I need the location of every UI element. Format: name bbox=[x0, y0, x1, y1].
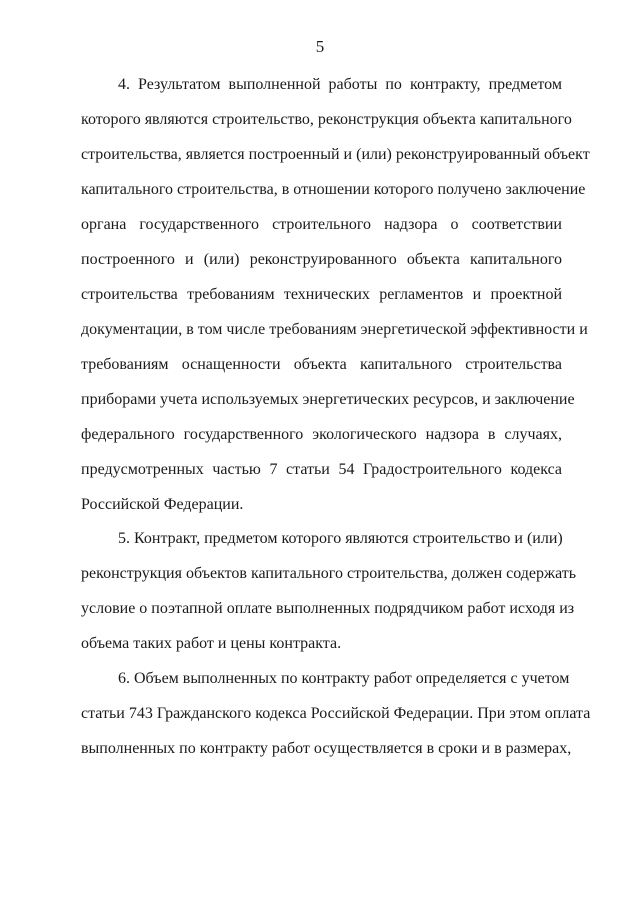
text-line: которого являются строительство, реконструкция объекта капитального bbox=[81, 111, 572, 128]
text-line: документации, в том числе требованиям энергетической эффективности и bbox=[81, 321, 588, 338]
text-line: 6. Объем выполненных по контракту работ определяется с учетом bbox=[118, 670, 570, 687]
text-line: требованиям оснащенности объекта капитального строительства bbox=[81, 356, 562, 373]
text-line: объема таких работ и цены контракта. bbox=[81, 635, 342, 652]
text-line: приборами учета используемых энергетических ресурсов, и заключение bbox=[81, 391, 575, 408]
text-line: статьи 743 Гражданского кодекса Российской Федерации. При этом оплата bbox=[81, 705, 591, 722]
text-line: реконструкция объектов капитального строительства, должен содержать bbox=[81, 565, 577, 582]
page-number: 5 bbox=[315, 37, 325, 56]
text-line: капитального строительства, в отношении которого получено заключение bbox=[81, 181, 586, 198]
text-line: органа государственного строительного надзора о соответствии bbox=[81, 216, 562, 233]
text-line: 4. Результатом выполненной работы по контракту, предметом bbox=[118, 76, 562, 93]
text-line: предусмотренных частью 7 статьи 54 Градостроительного кодекса bbox=[81, 461, 562, 478]
text-line: федерального государственного экологического надзора в случаях, bbox=[81, 426, 562, 443]
text-line: 5. Контракт, предметом которого являются строительство и (или) bbox=[118, 530, 563, 547]
text-line: строительства, является построенный и (или) реконструированный объект bbox=[81, 146, 590, 163]
text-line: построенного и (или) реконструированного объекта капитального bbox=[81, 251, 562, 268]
text-line: строительства требованиям технических регламентов и проектной bbox=[81, 286, 562, 303]
text-line: Российской Федерации. bbox=[81, 496, 244, 513]
text-line: условие о поэтапной оплате выполненных подрядчиком работ исходя из bbox=[81, 600, 575, 617]
text-line: выполненных по контракту работ осуществляется в сроки и в размерах, bbox=[81, 740, 572, 757]
